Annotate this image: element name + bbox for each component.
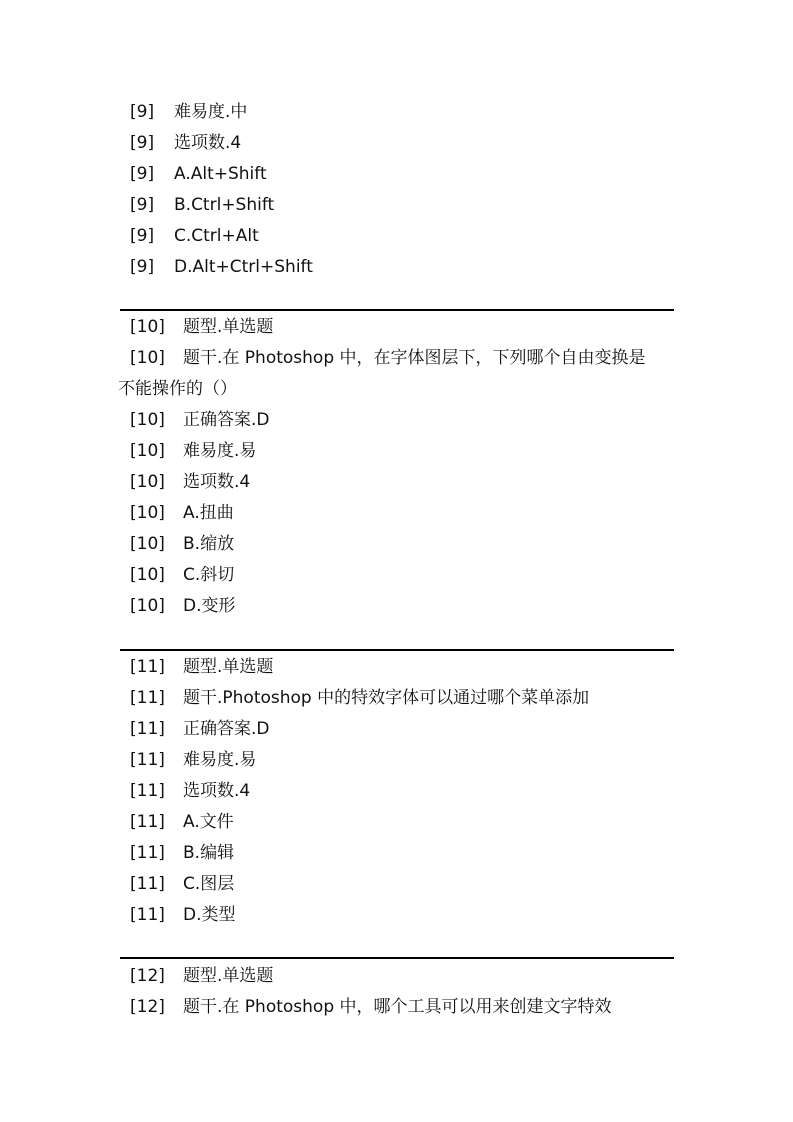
q10-stem-wrap: 不能操作的（） [118, 379, 237, 399]
q11-number: [11] [130, 750, 165, 770]
q10-number: [10] [130, 472, 165, 492]
q11-number: [11] [130, 719, 165, 739]
question-10-block [120, 312, 674, 622]
q11-option-b-line [120, 838, 674, 869]
q10-type: 题型.单选题 [183, 317, 274, 337]
q11-option-d-line [120, 900, 674, 931]
q9-number: [9] [130, 257, 155, 277]
q10-number: [10] [130, 410, 165, 430]
q11-number: [11] [130, 843, 165, 863]
q11-number: [11] [130, 657, 165, 677]
q9-option-d-line [120, 252, 674, 283]
q11-type-line [120, 652, 674, 683]
q10-option-c-line [120, 560, 674, 591]
q11-type: 题型.单选题 [183, 657, 274, 677]
q10-type-line [120, 312, 674, 343]
q12-number: [12] [130, 997, 165, 1017]
q10-number: [10] [130, 317, 165, 337]
q10-stem: 题干.在 Photoshop 中，在字体图层下，下列哪个自由变换是 [183, 348, 646, 368]
q11-number: [11] [130, 781, 165, 801]
q10-option-b: B.缩放 [183, 534, 235, 554]
q10-number: [10] [130, 348, 165, 368]
q10-option-c: C.斜切 [183, 565, 235, 585]
q10-difficulty-line [120, 436, 674, 467]
q10-number: [10] [130, 534, 165, 554]
q11-option-c: C.图层 [183, 874, 235, 894]
q9-difficulty: 难易度.中 [174, 102, 248, 122]
q11-option-a: A.文件 [183, 812, 234, 832]
question-11-block [120, 652, 674, 931]
separator-rule [120, 309, 674, 311]
q11-option-c-line [120, 869, 674, 900]
q10-option-a-line [120, 498, 674, 529]
q11-number: [11] [130, 688, 165, 708]
q9-number: [9] [130, 164, 155, 184]
q11-answer-line [120, 714, 674, 745]
q11-number: [11] [130, 874, 165, 894]
q10-stem-continuation [118, 374, 674, 405]
q10-option-d: D.变形 [183, 596, 236, 616]
q9-option-count: 选项数.4 [174, 133, 242, 153]
q12-type-line [120, 961, 674, 992]
q10-option-a: A.扭曲 [183, 503, 234, 523]
q11-number: [11] [130, 812, 165, 832]
separator-rule [120, 957, 674, 959]
q11-answer: 正确答案.D [183, 719, 270, 739]
q11-stem-line [120, 683, 674, 714]
q9-option-c: C.Ctrl+Alt [174, 226, 259, 246]
q10-option-count-line [120, 467, 674, 498]
q10-number: [10] [130, 441, 165, 461]
q10-option-count: 选项数.4 [183, 472, 251, 492]
separator-rule [120, 649, 674, 651]
q10-difficulty: 难易度.易 [183, 441, 257, 461]
q9-number: [9] [130, 102, 155, 122]
q10-option-d-line [120, 591, 674, 622]
q9-option-d: D.Alt+Ctrl+Shift [174, 257, 313, 277]
q11-option-count: 选项数.4 [183, 781, 251, 801]
q9-option-count-line [120, 128, 674, 159]
q10-option-b-line [120, 529, 674, 560]
q9-option-a-line [120, 159, 674, 190]
question-9-block [120, 97, 674, 283]
q9-number: [9] [130, 133, 155, 153]
q10-stem-line [120, 343, 674, 374]
q9-difficulty-line [120, 97, 674, 128]
q9-option-c-line [120, 221, 674, 252]
q9-number: [9] [130, 226, 155, 246]
question-12-block [120, 961, 674, 1023]
q12-number: [12] [130, 966, 165, 986]
q9-option-b-line [120, 190, 674, 221]
q10-answer: 正确答案.D [183, 410, 270, 430]
q9-option-b: B.Ctrl+Shift [174, 195, 275, 215]
q11-option-b: B.编辑 [183, 843, 235, 863]
q11-option-d: D.类型 [183, 905, 236, 925]
q9-number: [9] [130, 195, 155, 215]
q11-difficulty: 难易度.易 [183, 750, 257, 770]
q10-number: [10] [130, 565, 165, 585]
q11-option-a-line [120, 807, 674, 838]
q10-number: [10] [130, 596, 165, 616]
q9-option-a: A.Alt+Shift [174, 164, 267, 184]
q12-type: 题型.单选题 [183, 966, 274, 986]
q11-stem: 题干.Photoshop 中的特效字体可以通过哪个菜单添加 [183, 688, 590, 708]
q11-number: [11] [130, 905, 165, 925]
q10-answer-line [120, 405, 674, 436]
q11-difficulty-line [120, 745, 674, 776]
q10-number: [10] [130, 503, 165, 523]
q12-stem: 题干.在 Photoshop 中，哪个工具可以用来创建文字特效 [183, 997, 612, 1017]
q12-stem-line [120, 992, 674, 1023]
q11-option-count-line [120, 776, 674, 807]
